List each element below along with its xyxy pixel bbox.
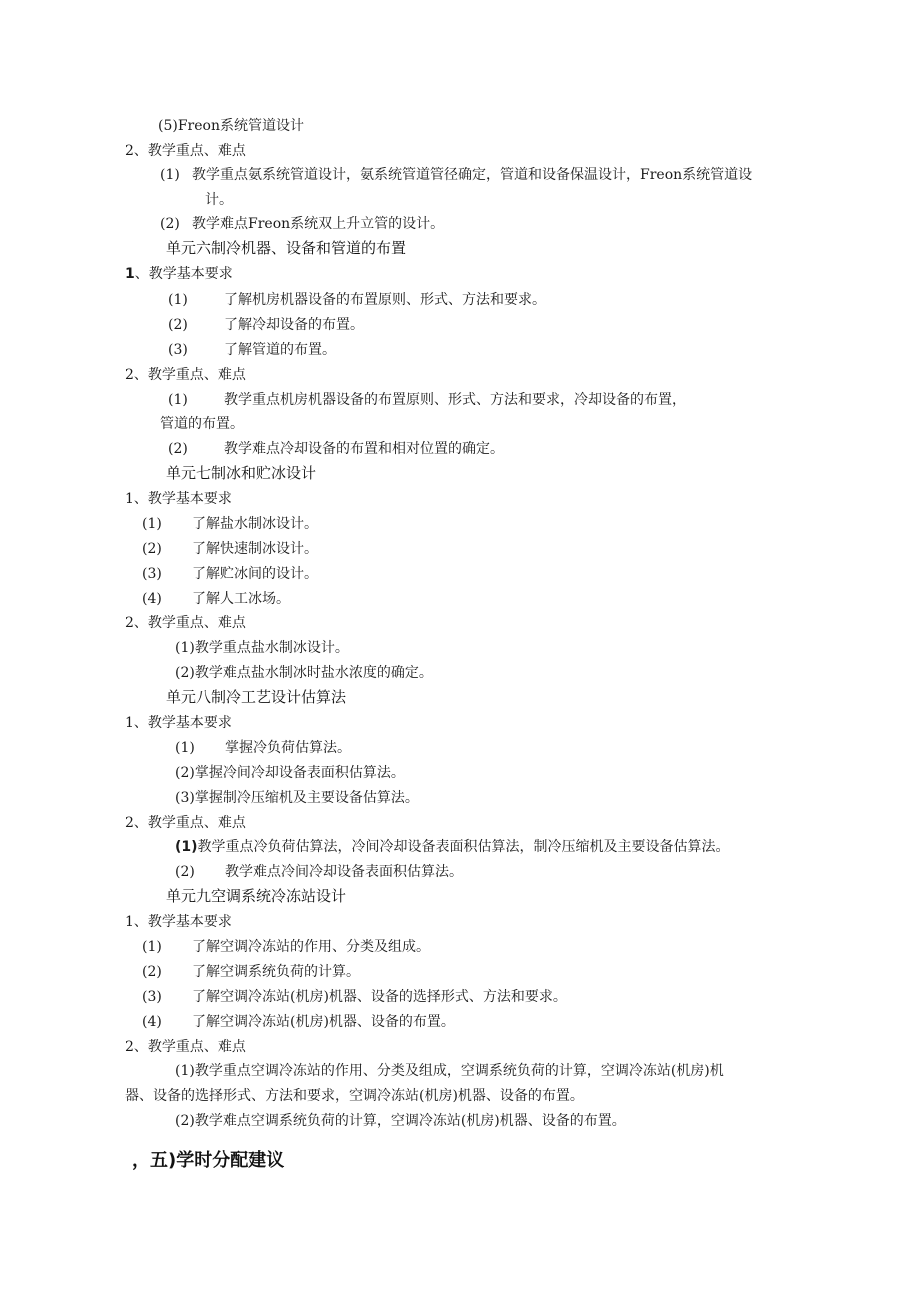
item-number: (1) <box>175 740 195 756</box>
requirement-2 <box>168 316 364 334</box>
item-number: (2) <box>175 864 195 880</box>
item-number: (1) <box>175 839 198 855</box>
section-basic-requirements: 1、教学基本要求 <box>125 715 232 731</box>
item-text: 了解空调冷冻站(机房)机器、设备的选择形式、方法和要求。 <box>192 989 567 1005</box>
section-five-heading: ，五)学时分配建议 <box>132 1150 285 1171</box>
item-number: (1) <box>160 167 180 183</box>
item-text: 教学重点冷负荷估算法，冷间冷却设备表面积估算法，制冷压缩机及主要设备估算法。 <box>197 839 730 855</box>
requirement-2: (2)掌握冷间冷却设备表面积估算法。 <box>175 765 405 781</box>
item-text: 了解空调冷冻站(机房)机器、设备的布置。 <box>192 1014 455 1030</box>
section-key-points: 2、教学重点、难点 <box>125 367 246 383</box>
item-number: (1) <box>142 516 162 532</box>
key-point-1: (1)教学重点盐水制冰设计。 <box>175 640 349 656</box>
item-text: 了解冷却设备的布置。 <box>224 317 364 333</box>
item-text: 教学难点Freon系统双上升立管的设计。 <box>192 216 445 232</box>
item-number: (2) <box>142 541 162 557</box>
key-point-1-cont: 器、设备的选择形式、方法和要求，空调冷冻站(机房)机器、设备的布置。 <box>125 1088 584 1104</box>
difficulty-1: (2)教学难点盐水制冰时盐水浓度的确定。 <box>175 665 433 681</box>
item-number: (2) <box>168 441 188 457</box>
item-text: 教学难点冷间冷却设备表面积估算法。 <box>225 864 463 880</box>
item-number: (1) <box>168 292 188 308</box>
item-text: 掌握冷负荷估算法。 <box>225 740 351 756</box>
item-number: 1 <box>125 266 135 282</box>
requirement-1 <box>142 938 430 956</box>
item-text: 了解空调系统负荷的计算。 <box>192 964 360 980</box>
item-text: 了解管道的布置。 <box>224 342 336 358</box>
item-number: (1) <box>142 939 162 955</box>
item-text: 教学重点氨系统管道设计，氨系统管道管径确定，管道和设备保温设计，Freon系统管道设 <box>192 167 753 183</box>
item-text: 教学难点冷却设备的布置和相对位置的确定。 <box>224 441 504 457</box>
item-number: (3) <box>142 989 162 1005</box>
section-key-points: 2、教学重点、难点 <box>125 1039 246 1055</box>
unit-8-heading: 单元八制冷工艺设计估算法 <box>166 688 347 706</box>
requirement-4 <box>142 1013 455 1031</box>
key-point-1-cont: 计。 <box>205 192 233 208</box>
requirement-3 <box>168 341 336 359</box>
section-basic-requirements <box>125 265 233 283</box>
item-number: (3) <box>142 566 162 582</box>
item-number: (4) <box>142 591 162 607</box>
difficulty-1 <box>160 215 444 233</box>
item-number: (2) <box>142 964 162 980</box>
section-basic-requirements: 1、教学基本要求 <box>125 491 232 507</box>
unit-6-heading: 单元六制冷机器、设备和管道的布置 <box>166 239 407 257</box>
section-key-points: 2、教学重点、难点 <box>125 143 246 159</box>
item-text: 了解空调冷冻站的作用、分类及组成。 <box>192 939 430 955</box>
item-text: 了解快速制冰设计。 <box>192 541 318 557</box>
key-point-1 <box>160 166 752 184</box>
difficulty-1 <box>175 863 463 881</box>
item-text: 了解盐水制冰设计。 <box>192 516 318 532</box>
requirement-1 <box>168 291 546 309</box>
difficulty-1 <box>168 440 504 458</box>
unit-7-heading: 单元七制冰和贮冰设计 <box>166 464 317 482</box>
item-text: 了解机房机器设备的布置原则、形式、方法和要求。 <box>224 292 546 308</box>
item-number: (2) <box>160 216 180 232</box>
item-text: 了解贮冰间的设计。 <box>192 566 318 582</box>
item-text: 、教学基本要求 <box>134 266 233 282</box>
item-text: 了解人工冰场。 <box>192 591 290 607</box>
requirement-3 <box>142 565 318 583</box>
item-number: (4) <box>142 1014 162 1030</box>
requirement-4 <box>142 590 290 608</box>
requirement-3: (3)掌握制冷压缩机及主要设备估算法。 <box>175 790 419 806</box>
requirement-1 <box>142 515 318 533</box>
key-point-1 <box>175 838 730 856</box>
requirement-2 <box>142 540 318 558</box>
section-key-points: 2、教学重点、难点 <box>125 815 246 831</box>
key-point-1-cont: 管道的布置。 <box>160 416 244 432</box>
item-text: 教学重点机房机器设备的布置原则、形式、方法和要求，冷却设备的布置， <box>224 392 686 408</box>
item-freon-pipe-design: (5)Freon系统管道设计 <box>158 118 304 134</box>
difficulty-1: (2)教学难点空调系统负荷的计算，空调冷冻站(机房)机器、设备的布置。 <box>175 1113 626 1129</box>
section-key-points: 2、教学重点、难点 <box>125 615 246 631</box>
item-number: (1) <box>168 392 188 408</box>
unit-9-heading: 单元九空调系统冷冻站设计 <box>166 887 347 905</box>
requirement-1 <box>175 739 351 757</box>
section-basic-requirements: 1、教学基本要求 <box>125 914 232 930</box>
requirement-3 <box>142 988 567 1006</box>
item-number: (2) <box>168 317 188 333</box>
key-point-1: (1)教学重点空调冷冻站的作用、分类及组成，空调系统负荷的计算，空调冷冻站(机房)机 <box>175 1063 724 1079</box>
key-point-1 <box>168 391 686 409</box>
requirement-2 <box>142 963 360 981</box>
item-number: (3) <box>168 342 188 358</box>
